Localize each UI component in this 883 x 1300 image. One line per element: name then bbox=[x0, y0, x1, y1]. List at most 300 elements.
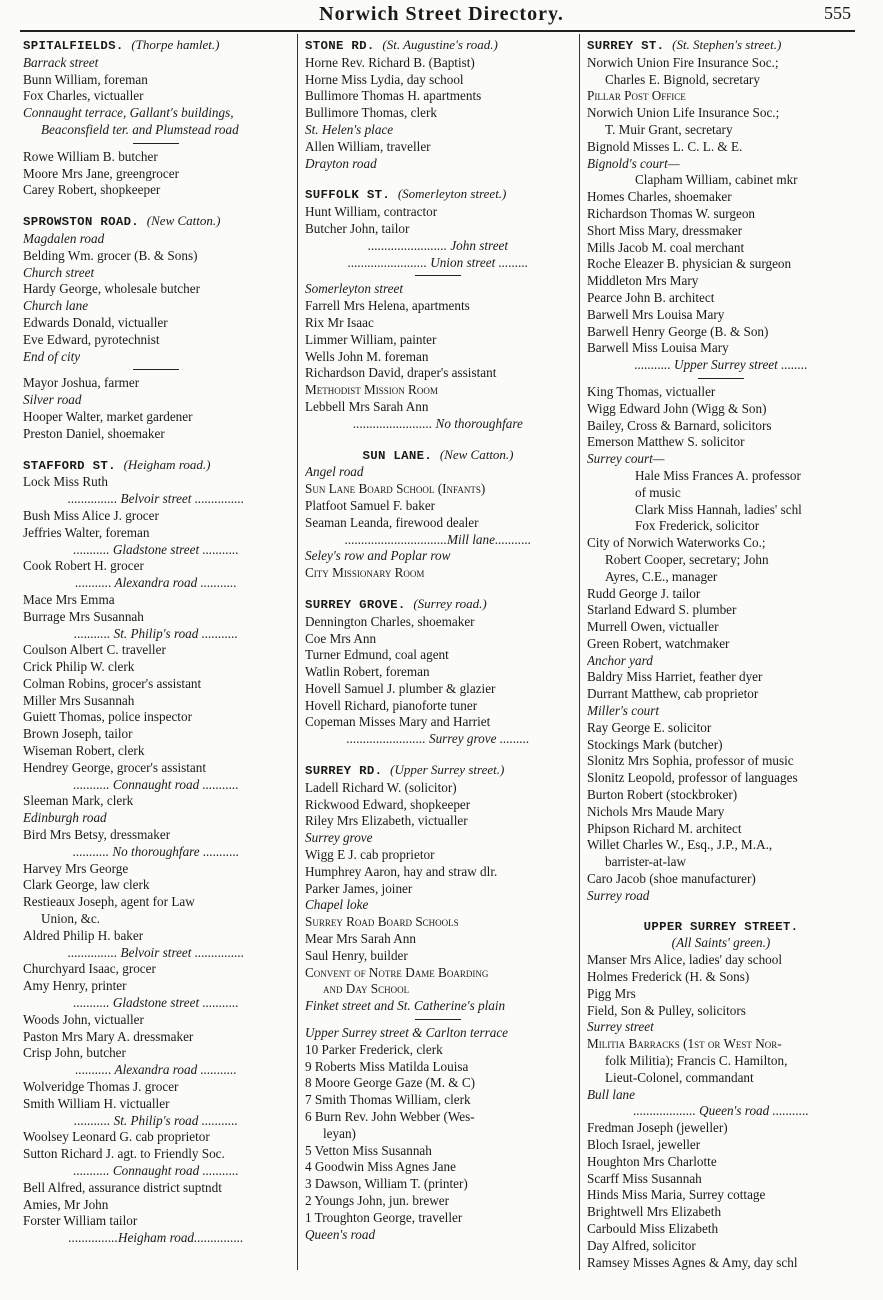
directory-entry-text: Nichols Mrs Maude Mary bbox=[587, 803, 725, 819]
directory-entry bbox=[305, 1210, 571, 1227]
street-locality: (New Catton.) bbox=[439, 446, 514, 462]
cross-street bbox=[587, 357, 855, 374]
directory-entry-text: Hinds Miss Maria, Surrey cottage bbox=[587, 1187, 766, 1203]
directory-entry-text: Holmes Frederick (H. & Sons) bbox=[587, 969, 750, 985]
directory-entry-text: Hovell Richard, pianoforte tuner bbox=[305, 697, 478, 713]
directory-entry bbox=[23, 1096, 289, 1113]
directory-entry bbox=[23, 1045, 289, 1062]
street-subsection-text: Silver road bbox=[23, 392, 82, 408]
directory-entry-text: Manser Mrs Alice, ladies' day school bbox=[587, 952, 783, 968]
street-locality: (Somerleyton street.) bbox=[397, 186, 507, 202]
street-heading-text: SUN LANE. bbox=[362, 448, 433, 463]
directory-entry-text: Charles E. Bignold, secretary bbox=[605, 71, 760, 87]
directory-entry bbox=[305, 515, 571, 532]
directory-entry-text: Paston Mrs Mary A. dressmaker bbox=[23, 1028, 194, 1044]
directory-entry-text: Sleeman Mark, clerk bbox=[23, 793, 134, 809]
street-heading bbox=[23, 37, 289, 55]
directory-entry-text: Bailey, Cross & Barnard, solicitors bbox=[587, 417, 772, 433]
directory-entry bbox=[305, 1092, 571, 1109]
directory-entry-text: Allen William, traveller bbox=[305, 138, 431, 154]
directory-entry-text: Barwell Miss Louisa Mary bbox=[587, 340, 729, 356]
street-heading-text: SURREY GROVE. bbox=[305, 597, 406, 612]
cross-street bbox=[23, 1062, 289, 1079]
cross-street bbox=[23, 777, 289, 794]
directory-entry-text: 7 Smith Thomas William, clerk bbox=[305, 1092, 471, 1108]
directory-entry bbox=[587, 753, 855, 770]
directory-entry-text: folk Militia); Francis C. Hamilton, bbox=[605, 1053, 788, 1069]
directory-entry bbox=[23, 248, 289, 265]
directory-entry-text: Turner Edmund, coal agent bbox=[305, 647, 449, 663]
directory-entry bbox=[23, 1213, 289, 1230]
street-subsection-text: St. Helen's place bbox=[305, 121, 394, 137]
section-divider bbox=[133, 143, 179, 144]
directory-entry-text: Amies, Mr John bbox=[23, 1196, 109, 1212]
directory-entry bbox=[587, 105, 855, 122]
directory-entry bbox=[587, 434, 855, 451]
directory-entry-text: Union, &c. bbox=[41, 911, 100, 927]
street-heading-text: UPPER SURREY STREET. bbox=[643, 919, 799, 934]
street-subsection bbox=[23, 55, 289, 72]
institution-entry-text: and Day School bbox=[323, 981, 410, 997]
directory-entry bbox=[587, 1187, 855, 1204]
directory-entry bbox=[23, 281, 289, 298]
spacer bbox=[305, 748, 571, 762]
directory-entry-text: Crisp John, butcher bbox=[23, 1045, 126, 1061]
directory-entry bbox=[587, 72, 855, 89]
directory-entry bbox=[587, 122, 855, 139]
directory-entry-text: Mayor Joshua, farmer bbox=[23, 375, 140, 391]
directory-entry-text: Lebbell Mrs Sarah Ann bbox=[305, 398, 429, 414]
cross-street-text: ............... Belvoir street ............... bbox=[67, 944, 245, 960]
directory-entry-text: Baldry Miss Harriet, feather dyer bbox=[587, 669, 763, 685]
directory-entry-text: Homes Charles, shoemaker bbox=[587, 189, 732, 205]
cross-street-text: ........................ Surrey grove ......... bbox=[346, 731, 530, 747]
directory-entry-text: Fox Frederick, solicitor bbox=[635, 518, 760, 534]
street-subsection bbox=[23, 231, 289, 248]
spacer bbox=[23, 443, 289, 457]
directory-entry bbox=[305, 105, 571, 122]
directory-entry-text: Horne Rev. Richard B. (Baptist) bbox=[305, 54, 475, 70]
directory-entry bbox=[305, 1059, 571, 1076]
directory-entry-text: Preston Daniel, shoemaker bbox=[23, 425, 165, 441]
section-divider bbox=[415, 1019, 461, 1020]
cross-street bbox=[23, 626, 289, 643]
directory-entry-text: Parker James, joiner bbox=[305, 880, 413, 896]
directory-entry-text: Rix Mr Isaac bbox=[305, 314, 374, 330]
directory-entry-text: Saul Henry, builder bbox=[305, 947, 408, 963]
directory-entry-text: Green Robert, watchmaker bbox=[587, 635, 730, 651]
directory-entry bbox=[305, 1143, 571, 1160]
directory-entry bbox=[587, 854, 855, 871]
street-subsection-text: Chapel loke bbox=[305, 897, 369, 913]
directory-entry bbox=[305, 72, 571, 89]
directory-entry-text: Butcher John, tailor bbox=[305, 220, 410, 236]
directory-entry bbox=[23, 726, 289, 743]
directory-entry bbox=[587, 1070, 855, 1087]
column-left bbox=[23, 37, 289, 1247]
directory-entry-text: Woods John, victualler bbox=[23, 1011, 144, 1027]
directory-entry-text: Coulson Albert C. traveller bbox=[23, 642, 166, 658]
directory-entry bbox=[587, 1154, 855, 1171]
directory-entry bbox=[587, 619, 855, 636]
directory-entry-text: Burrage Mrs Susannah bbox=[23, 608, 144, 624]
directory-entry-text: 2 Youngs John, jun. brewer bbox=[305, 1193, 449, 1208]
page-number: 555 bbox=[824, 3, 851, 23]
street-subsection bbox=[23, 265, 289, 282]
directory-entry-text: Hooper Walter, market gardener bbox=[23, 408, 193, 424]
directory-entry bbox=[587, 290, 855, 307]
directory-entry bbox=[23, 1197, 289, 1214]
cross-street-text: ........................ No thoroughfare bbox=[353, 415, 523, 431]
cross-street bbox=[305, 532, 571, 549]
directory-entry bbox=[587, 552, 855, 569]
directory-entry bbox=[587, 324, 855, 341]
directory-entry-text: Carbould Miss Elizabeth bbox=[587, 1220, 719, 1236]
street-subsection-text: Edinburgh road bbox=[23, 810, 107, 826]
cross-street-text: ........................ Union street ......... bbox=[347, 254, 529, 270]
directory-entry-text: Rickwood Edward, shopkeeper bbox=[305, 796, 471, 812]
directory-entry bbox=[305, 1193, 571, 1210]
directory-entry bbox=[23, 928, 289, 945]
directory-entry-text: Wigg E J. cab proprietor bbox=[305, 847, 435, 863]
street-subsection-text: Bignold's court— bbox=[587, 155, 680, 171]
directory-entry-text: Clark George, law clerk bbox=[23, 877, 150, 893]
directory-entry-text: Willet Charles W., Esq., J.P., M.A., bbox=[587, 837, 773, 853]
street-subsection bbox=[587, 888, 855, 905]
directory-entry-text: Scarff Miss Susannah bbox=[587, 1170, 702, 1186]
directory-entry-text: Coe Mrs Ann bbox=[305, 630, 377, 646]
street-heading bbox=[305, 37, 571, 55]
directory-entry bbox=[587, 418, 855, 435]
directory-entry-text: Clapham William, cabinet mkr bbox=[635, 172, 798, 188]
directory-entry bbox=[305, 399, 571, 416]
directory-entry bbox=[23, 911, 289, 928]
directory-entry bbox=[587, 384, 855, 401]
street-subsection bbox=[305, 830, 571, 847]
directory-entry bbox=[587, 569, 855, 586]
street-heading bbox=[305, 762, 571, 780]
directory-entry bbox=[305, 797, 571, 814]
directory-entry bbox=[305, 55, 571, 72]
directory-entry bbox=[587, 1238, 855, 1255]
street-subsection-text: Surrey grove bbox=[305, 830, 373, 846]
directory-entry bbox=[587, 804, 855, 821]
street-subsection bbox=[305, 1227, 571, 1244]
street-subsection-text: Anchor yard bbox=[587, 652, 653, 668]
cross-street-text: ............... Belvoir street ............... bbox=[67, 491, 245, 507]
directory-entry-text: Hale Miss Frances A. professor bbox=[635, 467, 801, 483]
directory-entry-text: Lieut-Colonel, commandant bbox=[605, 1069, 754, 1085]
institution-entry-text: Surrey Road Board Schools bbox=[305, 914, 459, 930]
street-subsection bbox=[587, 451, 855, 468]
institution-entry-text: Methodist Mission Room bbox=[305, 382, 438, 398]
street-subsection-text: Surrey road bbox=[587, 887, 650, 903]
directory-entry bbox=[23, 894, 289, 911]
directory-entry-text: King Thomas, victualler bbox=[587, 383, 716, 399]
institution-entry bbox=[305, 382, 571, 399]
street-subsection-text: Somerleyton street bbox=[305, 281, 404, 297]
directory-entry bbox=[305, 298, 571, 315]
institution-entry-text: Pillar Post Office bbox=[587, 88, 686, 104]
directory-entry-text: Horne Miss Lydia, day school bbox=[305, 71, 464, 87]
directory-entry bbox=[23, 149, 289, 166]
directory-entry bbox=[587, 485, 855, 502]
street-subsection bbox=[587, 156, 855, 173]
street-heading-text: STONE RD. bbox=[305, 39, 375, 53]
directory-entry-text: Durrant Matthew, cab proprietor bbox=[587, 686, 759, 702]
directory-entry bbox=[23, 827, 289, 844]
cross-street-text: ........... Connaught road ........... bbox=[73, 1163, 239, 1178]
directory-entry-text: Belding Wm. grocer (B. & Sons) bbox=[23, 247, 198, 263]
directory-entry bbox=[305, 204, 571, 221]
directory-entry bbox=[23, 676, 289, 693]
directory-entry-text: Cook Robert H. grocer bbox=[23, 558, 144, 574]
cross-street-text: ........... No thoroughfare ........... bbox=[72, 843, 240, 859]
directory-entry bbox=[23, 793, 289, 810]
street-subsection-text: Beaconsfield ter. and Plumstead road bbox=[41, 121, 239, 137]
directory-entry-text: Bush Miss Alice J. grocer bbox=[23, 507, 159, 523]
directory-entry-text: Norwich Union Fire Insurance Soc.; bbox=[587, 54, 779, 70]
directory-entry bbox=[587, 837, 855, 854]
directory-entry-text: Brightwell Mrs Elizabeth bbox=[587, 1204, 722, 1220]
directory-entry-text: Fredman Joseph (jeweller) bbox=[587, 1120, 728, 1136]
directory-entry bbox=[305, 698, 571, 715]
directory-entry-text: 5 Vetton Miss Susannah bbox=[305, 1142, 432, 1158]
street-subsection-text: Magdalen road bbox=[23, 230, 105, 246]
directory-entry-text: Ayres, C.E., manager bbox=[605, 568, 718, 584]
street-subsection bbox=[305, 464, 571, 481]
directory-entry-text: Burton Robert (stockbroker) bbox=[587, 787, 738, 803]
cross-street bbox=[23, 1113, 289, 1130]
street-subsection-text: Church lane bbox=[23, 298, 89, 314]
directory-entry bbox=[23, 642, 289, 659]
directory-entry bbox=[305, 780, 571, 797]
directory-entry bbox=[23, 861, 289, 878]
directory-entry bbox=[587, 586, 855, 603]
directory-entry bbox=[23, 474, 289, 491]
street-subsection bbox=[23, 392, 289, 409]
directory-entry bbox=[23, 409, 289, 426]
directory-entry-text: Edwards Donald, victualler bbox=[23, 314, 168, 330]
directory-entry bbox=[587, 1120, 855, 1137]
street-subsection-text: Connaught terrace, Gallant's buildings, bbox=[23, 105, 234, 121]
directory-entry bbox=[587, 1204, 855, 1221]
street-subsection-text: Miller's court bbox=[587, 703, 660, 719]
directory-entry bbox=[23, 332, 289, 349]
street-heading-text: SURREY ST. bbox=[587, 39, 665, 53]
spacer bbox=[305, 582, 571, 596]
street-heading bbox=[305, 447, 571, 465]
directory-entry-text: Fox Charles, victualler bbox=[23, 88, 144, 104]
street-heading-text: SUFFOLK ST. bbox=[305, 188, 391, 203]
directory-entry bbox=[23, 182, 289, 199]
directory-entry bbox=[587, 669, 855, 686]
street-heading bbox=[305, 186, 571, 204]
directory-entry bbox=[305, 813, 571, 830]
directory-entry bbox=[23, 978, 289, 995]
directory-entry-text: Slonitz Mrs Sophia, professor of music bbox=[587, 753, 794, 769]
directory-entry-text: Lock Miss Ruth bbox=[23, 474, 108, 490]
directory-entry bbox=[23, 525, 289, 542]
directory-entry-text: Wells John M. foreman bbox=[305, 348, 429, 364]
directory-entry bbox=[305, 139, 571, 156]
directory-entry bbox=[305, 931, 571, 948]
directory-entry bbox=[587, 307, 855, 324]
cross-street bbox=[305, 416, 571, 433]
directory-entry bbox=[587, 172, 855, 189]
street-locality: (Surrey road.) bbox=[413, 595, 487, 611]
directory-entry bbox=[587, 969, 855, 986]
column-middle bbox=[305, 37, 571, 1243]
cross-street bbox=[23, 491, 289, 508]
directory-entry bbox=[587, 340, 855, 357]
directory-entry-text: Humphrey Aaron, hay and straw dlr. bbox=[305, 863, 498, 879]
street-subsection-text: Angel road bbox=[305, 464, 364, 480]
directory-entry bbox=[23, 760, 289, 777]
cross-street bbox=[23, 542, 289, 559]
cross-street-text: ................... Queen's road ........... bbox=[633, 1103, 809, 1119]
directory-entry bbox=[23, 1079, 289, 1096]
directory-entry-text: Carey Robert, shopkeeper bbox=[23, 182, 161, 198]
cross-street bbox=[23, 844, 289, 861]
directory-entry bbox=[305, 1126, 571, 1143]
street-heading-text: SURREY RD. bbox=[305, 764, 383, 779]
directory-entry-text: Richardson Thomas W. surgeon bbox=[587, 205, 756, 221]
directory-entry-text: leyan) bbox=[323, 1125, 356, 1141]
directory-entry bbox=[305, 714, 571, 731]
street-heading-text: STAFFORD ST. bbox=[23, 458, 116, 473]
directory-entry-text: Aldred Philip H. baker bbox=[23, 927, 144, 943]
directory-entry bbox=[305, 349, 571, 366]
directory-entry-text: Norwich Union Life Insurance Soc.; bbox=[587, 105, 780, 121]
directory-entry-text: Emerson Matthew S. solicitor bbox=[587, 434, 745, 450]
directory-entry-text: Ray George E. solicitor bbox=[587, 719, 712, 735]
institution-entry-text: Convent of Notre Dame Boarding bbox=[305, 964, 489, 980]
column-divider bbox=[297, 34, 298, 1270]
street-locality: (St. Stephen's street.) bbox=[672, 37, 782, 52]
directory-entry bbox=[587, 821, 855, 838]
directory-entry-text: Slonitz Leopold, professor of languages bbox=[587, 770, 798, 786]
directory-entry bbox=[587, 206, 855, 223]
directory-entry-text: Bloch Israel, jeweller bbox=[587, 1137, 701, 1152]
directory-entry-text: Riley Mrs Elizabeth, victualler bbox=[305, 813, 468, 829]
street-subsection bbox=[587, 653, 855, 670]
directory-entry-text: Farrell Mrs Helena, apartments bbox=[305, 298, 470, 314]
cross-street-text: ........... St. Philip's road ........... bbox=[74, 625, 238, 641]
street-heading bbox=[23, 457, 289, 475]
spacer bbox=[587, 905, 855, 919]
directory-entry bbox=[305, 864, 571, 881]
street-subsection bbox=[587, 1087, 855, 1104]
directory-entry bbox=[305, 647, 571, 664]
directory-entry-text: Smith William H. victualler bbox=[23, 1095, 170, 1111]
directory-entry bbox=[587, 871, 855, 888]
cross-street-text: ........... St. Philip's road ........... bbox=[74, 1112, 238, 1128]
institution-entry bbox=[587, 88, 855, 105]
directory-entry bbox=[305, 881, 571, 898]
directory-entry bbox=[587, 139, 855, 156]
directory-entry-text: Hovell Samuel J. plumber & glazier bbox=[305, 680, 496, 696]
institution-entry-text: Sun Lane Board School (Infants) bbox=[305, 481, 486, 497]
directory-entry bbox=[587, 1137, 855, 1154]
institution-entry bbox=[305, 481, 571, 498]
directory-entry-text: Field, Son & Pulley, solicitors bbox=[587, 1002, 746, 1018]
directory-entry-text: 3 Dawson, William T. (printer) bbox=[305, 1176, 468, 1192]
cross-street bbox=[305, 255, 571, 272]
street-subsection-text: End of city bbox=[23, 348, 81, 364]
institution-entry bbox=[305, 914, 571, 931]
institution-entry bbox=[587, 1036, 855, 1053]
directory-entry-text: Barwell Henry George (B. & Son) bbox=[587, 323, 769, 339]
directory-entry-text: Roche Eleazer B. physician & surgeon bbox=[587, 256, 792, 272]
directory-entry-text: Amy Henry, printer bbox=[23, 978, 127, 994]
spacer bbox=[23, 199, 289, 213]
directory-entry-text: Seaman Leanda, firewood dealer bbox=[305, 514, 479, 530]
street-heading bbox=[305, 596, 571, 614]
street-subsection-text: Surrey street bbox=[587, 1019, 654, 1035]
street-subsection bbox=[305, 998, 571, 1015]
cross-street-text: ........... Alexandra road ........... bbox=[75, 1062, 237, 1078]
directory-entry bbox=[23, 1029, 289, 1046]
directory-entry-text: Pigg Mrs bbox=[587, 985, 636, 1001]
directory-entry bbox=[23, 877, 289, 894]
directory-entry-text: Churchyard Isaac, grocer bbox=[23, 961, 156, 977]
directory-entry-text: Bullimore Thomas, clerk bbox=[305, 105, 437, 121]
street-heading-text: SPROWSTON ROAD. bbox=[23, 215, 140, 230]
directory-entry bbox=[587, 986, 855, 1003]
cross-street bbox=[23, 1163, 289, 1180]
directory-entry bbox=[305, 1176, 571, 1193]
directory-entry bbox=[23, 72, 289, 89]
directory-entry bbox=[305, 88, 571, 105]
directory-entry bbox=[305, 614, 571, 631]
directory-entry-text: Clark Miss Hannah, ladies' schl bbox=[635, 501, 802, 517]
directory-entry-text: Phipson Richard M. architect bbox=[587, 820, 742, 836]
street-locality: (Thorpe hamlet.) bbox=[131, 37, 220, 52]
street-subsection bbox=[23, 298, 289, 315]
directory-entry bbox=[305, 681, 571, 698]
page-header bbox=[0, 3, 883, 29]
directory-entry-text: Starland Edward S. plumber bbox=[587, 602, 737, 618]
cross-street-text: ........... Gladstone street ........... bbox=[73, 995, 239, 1011]
street-subsection-text: Upper Surrey street & Carlton terrace bbox=[305, 1025, 509, 1041]
street-locality: (New Catton.) bbox=[146, 213, 221, 229]
directory-entry-text: Harvey Mrs George bbox=[23, 860, 129, 876]
directory-entry bbox=[23, 709, 289, 726]
cross-street bbox=[23, 1230, 289, 1247]
directory-entry bbox=[587, 256, 855, 273]
directory-entry bbox=[305, 1042, 571, 1059]
directory-entry bbox=[23, 609, 289, 626]
street-subsection bbox=[587, 1019, 855, 1036]
directory-entry bbox=[23, 315, 289, 332]
directory-entry-text: Bell Alfred, assurance district suptndt bbox=[23, 1179, 222, 1195]
street-subsection bbox=[23, 105, 289, 122]
directory-entry-text: 6 Burn Rev. John Webber (Wes- bbox=[305, 1109, 475, 1125]
directory-entry bbox=[587, 189, 855, 206]
street-subsection-text: Bull lane bbox=[587, 1086, 635, 1102]
directory-entry-text: Caro Jacob (shoe manufacturer) bbox=[587, 871, 756, 887]
institution-entry bbox=[305, 565, 571, 582]
directory-entry-text: Dennington Charles, shoemaker bbox=[305, 613, 475, 629]
directory-entry-text: Eve Edward, pyrotechnist bbox=[23, 331, 160, 347]
cross-street-text: ...............................Mill lane........... bbox=[344, 531, 532, 547]
directory-entry-text: Wigg Edward John (Wigg & Son) bbox=[587, 400, 767, 416]
street-subsection-text: Church street bbox=[23, 264, 95, 280]
column-right bbox=[587, 37, 855, 1271]
directory-entry bbox=[305, 1159, 571, 1176]
street-subsection bbox=[23, 810, 289, 827]
